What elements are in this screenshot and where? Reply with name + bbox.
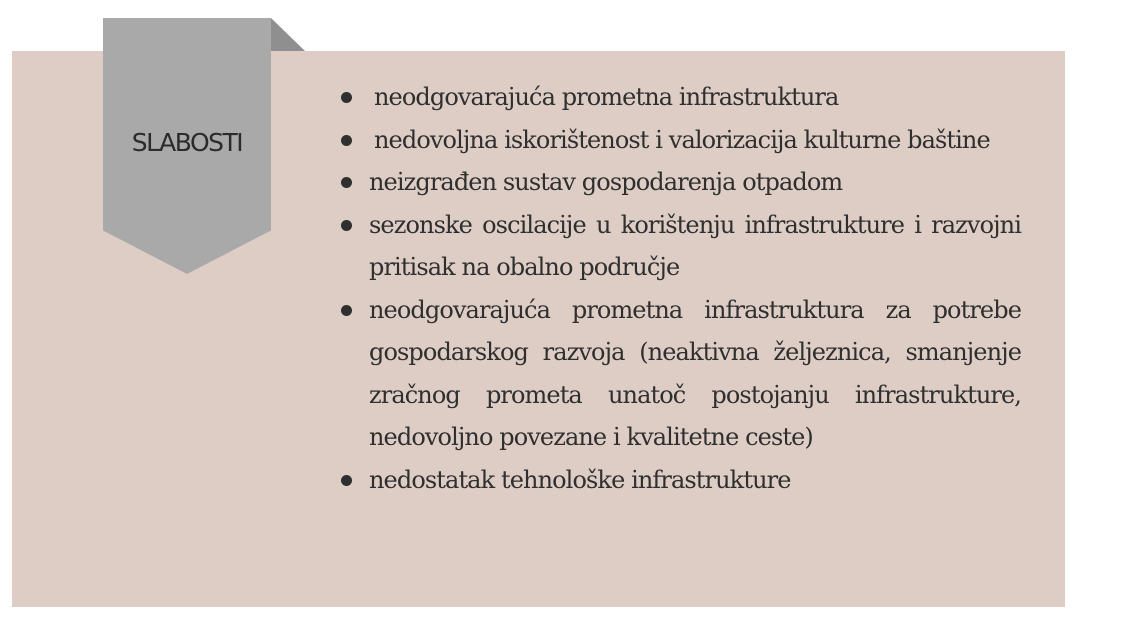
list-item	[341, 161, 1021, 204]
section-label: SLABOSTI	[131, 128, 243, 157]
list-item-text: nedostatak tehnološke infrastrukture	[369, 465, 791, 494]
bullet-icon	[341, 92, 352, 103]
bullet-icon	[341, 135, 352, 146]
list-item-text: neizgrađen sustav gospodarenja otpadom	[369, 168, 843, 196]
list-item	[341, 76, 1021, 119]
list-item	[341, 204, 1021, 289]
bullet-icon	[341, 220, 352, 231]
list-item-text: neodgovarajuća prometna infrastruktura	[374, 83, 839, 111]
list-item-text: sezonske oscilacije u korištenju infrastrukture i razvojni pritisak na obalno područje	[369, 210, 1021, 281]
list-item	[341, 119, 1021, 162]
list-item	[341, 459, 1021, 502]
weaknesses-list	[341, 76, 1021, 501]
bullet-icon	[341, 177, 352, 188]
bullet-icon	[341, 475, 352, 486]
list-item-text: nedovoljna iskorištenost i valorizacija kulturne baštine	[374, 125, 990, 154]
list-item-text: neodgovarajuća prometna infrastruktura za potrebe gospodarskog razvoja (neaktivna željeznica, smanjenje zračnog prometa unatoč postojanju infrastrukture, nedovoljno povezane i kvalitetne ceste)	[369, 295, 1021, 451]
ribbon-fold	[271, 18, 305, 51]
bullet-icon	[341, 305, 352, 316]
list-item	[341, 289, 1021, 459]
